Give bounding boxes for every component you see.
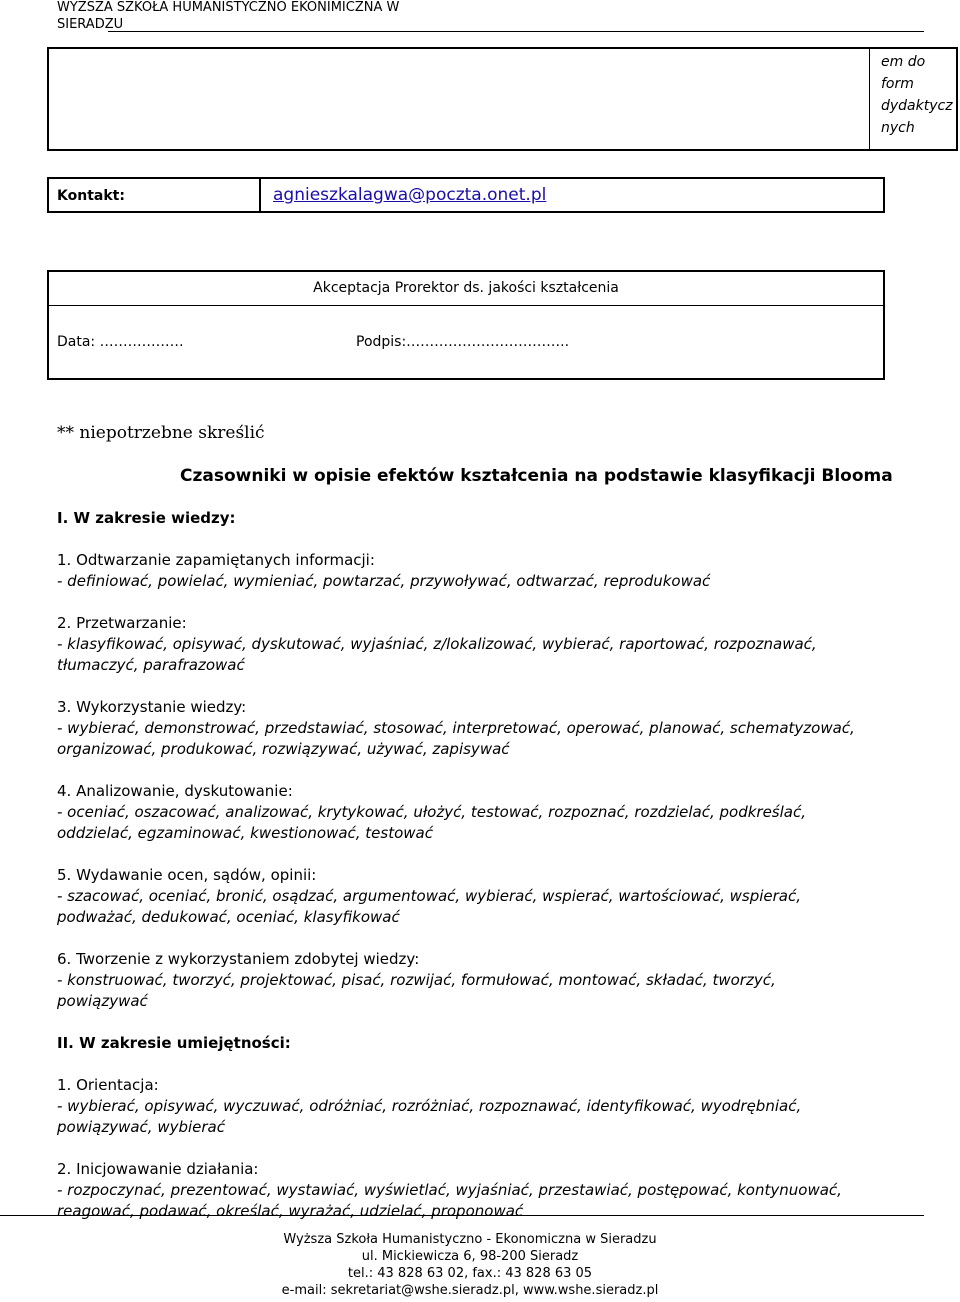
box-divider <box>259 179 261 211</box>
approval-box <box>47 270 885 380</box>
item-title: 1. Odtwarzanie zapamiętanych informacji: <box>57 551 375 569</box>
footer-line: tel.: 43 828 63 02, fax.: 43 828 63 05 <box>347 1266 593 1281</box>
contact-box <box>47 177 885 213</box>
item-verbs: - konstruować, tworzyć, projektować, pisać, rozwijać, formułować, montować, składać, tworzyć, powiązywać <box>57 971 776 1010</box>
approval-title: Akceptacja Prorektor ds. jakości kształcenia <box>313 280 619 296</box>
signature-field: Podpis:…………………………….. <box>356 334 570 350</box>
section-heading: II. W zakresie umiejętności: <box>57 1034 291 1052</box>
list-item <box>57 550 857 592</box>
list-item <box>57 781 857 844</box>
page-title: Czasowniki w opisie efektów kształcenia na podstawie klasyfikacji Blooma <box>180 466 893 486</box>
header-rule <box>108 31 924 32</box>
footer-line: Wyższa Szkoła Humanistyczno - Ekonomiczna w Sieradzu <box>283 1232 657 1247</box>
list-item <box>57 1159 857 1222</box>
item-verbs: - wybierać, demonstrować, przedstawiać, stosować, interpretować, operować, planować, schematyzować, organizować, produkować, rozwiązywać, używać, zapisywać <box>57 719 855 758</box>
item-title: 5. Wydawanie ocen, sądów, opinii: <box>57 866 317 884</box>
institution-name-line1: WYŻSZA SZKOŁA HUMANISTYCZNO EKONIMICZNA W <box>57 0 400 15</box>
item-title: 2. Przetwarzanie: <box>57 614 187 632</box>
item-verbs: - definiować, powielać, wymieniać, powtarzać, przywoływać, odtwarzać, reprodukować <box>57 572 711 590</box>
footnote: ** niepotrzebne skreślić <box>57 423 265 443</box>
footer-line: e-mail: sekretariat@wshe.sieradz.pl, www.wshe.sieradz.pl <box>281 1283 659 1298</box>
item-title: 6. Tworzenie z wykorzystaniem zdobytej wiedzy: <box>57 950 420 968</box>
list-item <box>57 865 857 928</box>
contact-email-link[interactable]: agnieszkalagwa@poczta.onet.pl <box>273 185 547 205</box>
item-title: 1. Orientacja: <box>57 1076 159 1094</box>
box-side-text: em do form dydaktycz nych <box>881 54 953 136</box>
list-item <box>57 697 857 760</box>
contact-label: Kontakt: <box>57 188 125 204</box>
item-title: 3. Wykorzystanie wiedzy: <box>57 698 247 716</box>
item-verbs: - klasyfikować, opisywać, dyskutować, wyjaśniać, z/lokalizować, wybierać, raportować, rozpoznawać, tłumaczyć, parafrazować <box>57 635 817 674</box>
list-item <box>57 949 857 1012</box>
section-heading: I. W zakresie wiedzy: <box>57 509 236 527</box>
footer <box>0 1231 940 1299</box>
item-title: 2. Inicjowawanie działania: <box>57 1160 259 1178</box>
box-divider <box>869 49 870 149</box>
footer-rule <box>0 1215 924 1216</box>
institution-name-line2: SIERADZU <box>57 17 124 32</box>
date-field: Data: ……………… <box>57 334 184 350</box>
verb-lists <box>57 508 857 1243</box>
item-verbs: - szacować, oceniać, bronić, osądzać, argumentować, wybierać, wspierać, wartościować, wspierać, podważać, dedukować, oceniać, klasyfikować <box>57 887 802 926</box>
list-item <box>57 1075 857 1138</box>
box-divider <box>49 305 883 306</box>
footer-line: ul. Mickiewicza 6, 98-200 Sieradz <box>361 1249 579 1264</box>
item-verbs: - oceniać, oszacować, analizować, krytykować, ułożyć, testować, rozpoznać, rozdzielać, podkreślać, oddzielać, egzaminować, kwestionować, testować <box>57 803 806 842</box>
list-item <box>57 613 857 676</box>
item-verbs: - rozpoczynać, prezentować, wystawiać, wyświetlać, wyjaśniać, przestawiać, postępować, kontynuować, reagować, podawać, określać, wyrażać, udzielać, proponować <box>57 1181 842 1220</box>
top-form-box <box>47 47 958 151</box>
item-verbs: - wybierać, opisywać, wyczuwać, odróżniać, rozróżniać, rozpoznawać, identyfikować, wyodrębniać, powiązywać, wybierać <box>57 1097 802 1136</box>
item-title: 4. Analizowanie, dyskutowanie: <box>57 782 293 800</box>
